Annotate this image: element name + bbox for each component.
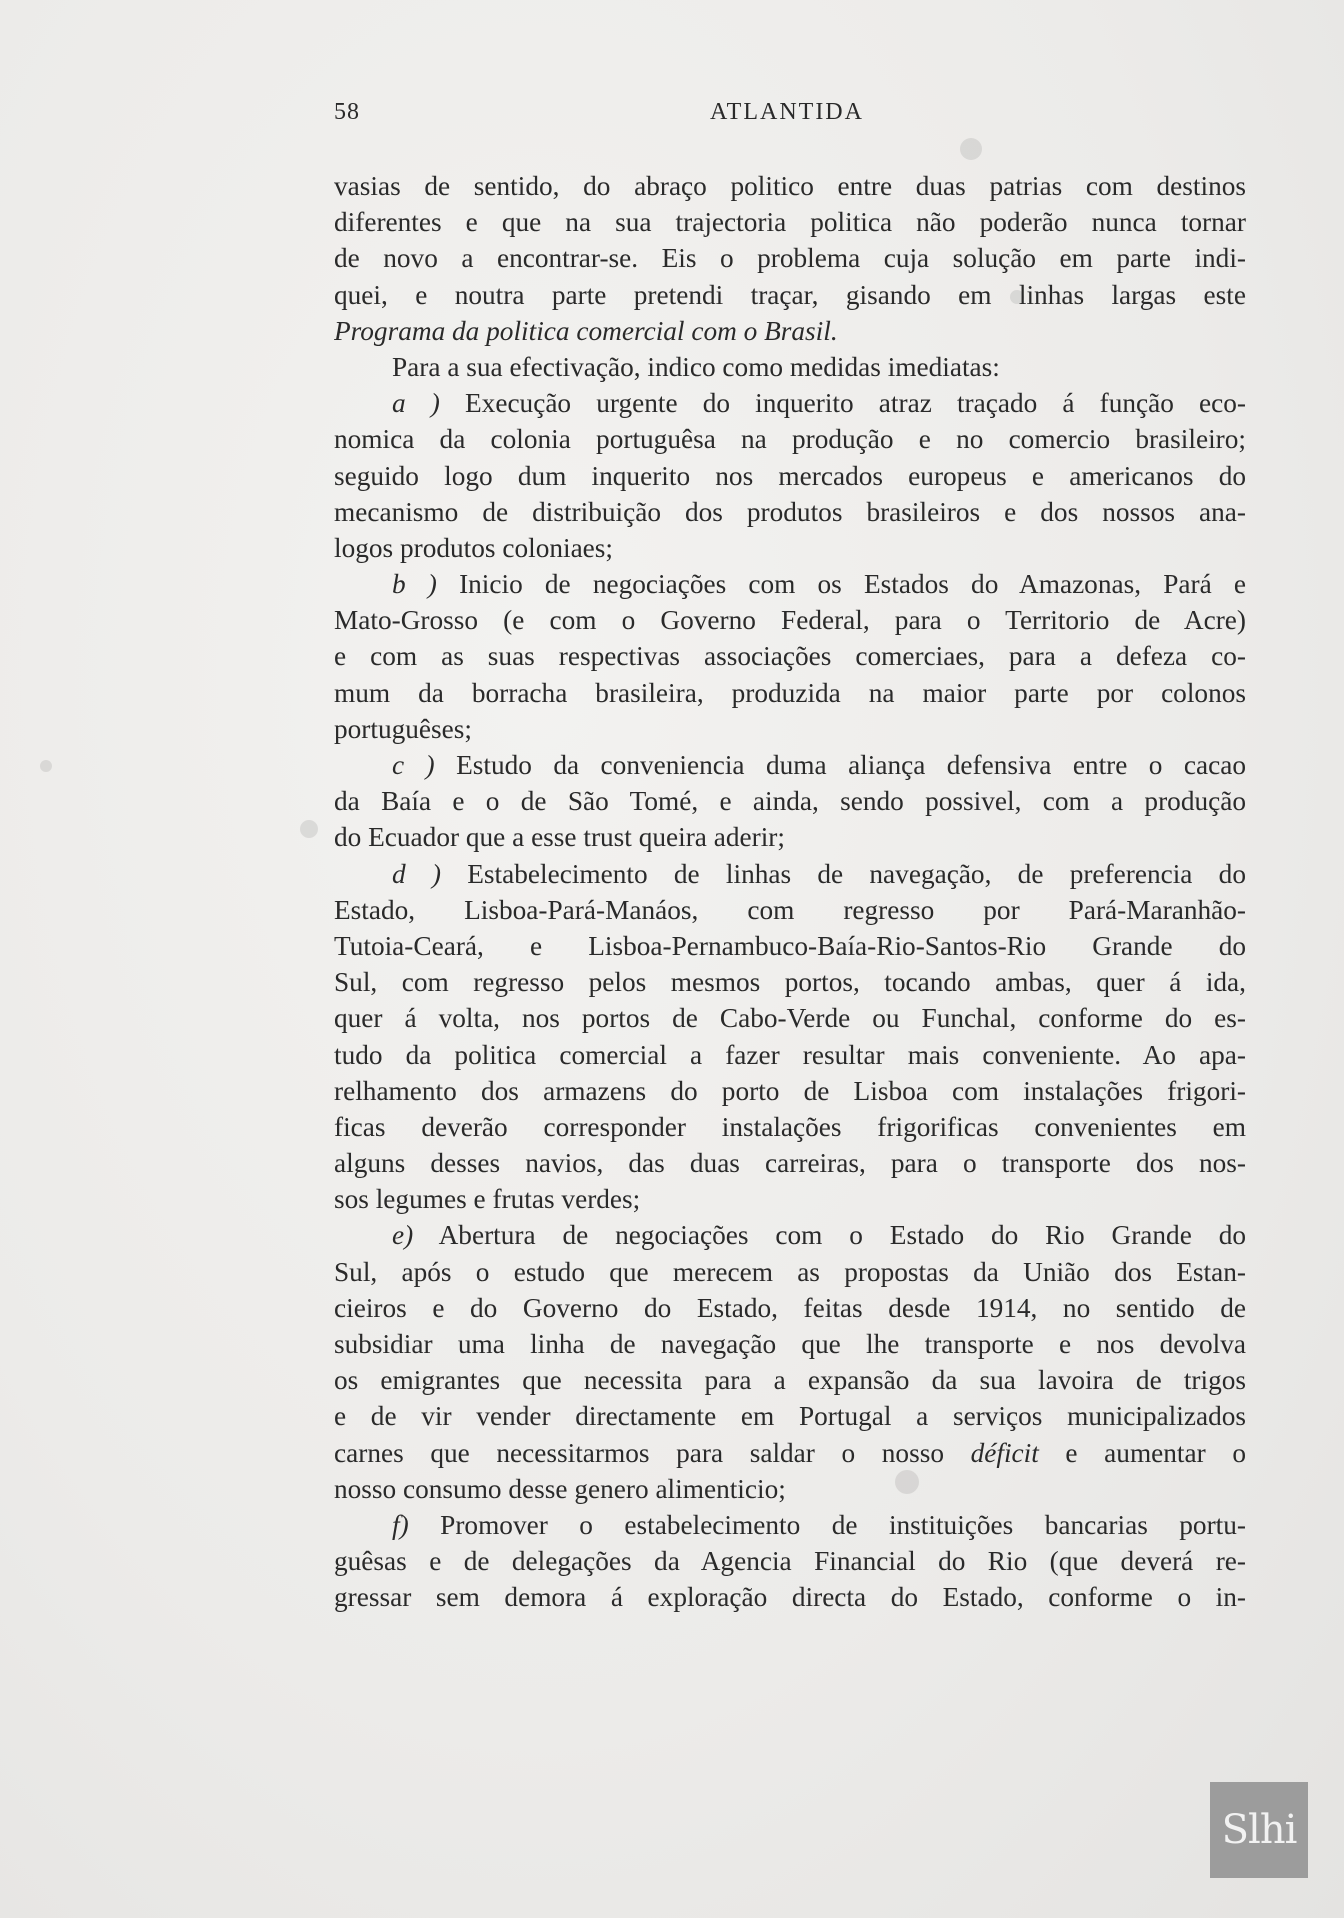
body-text — [334, 168, 1246, 1616]
text-line — [334, 747, 1246, 783]
text-segment: sos legumes e frutas verdes; — [334, 1184, 641, 1215]
page-number: 58 — [334, 99, 360, 125]
text-line — [334, 1543, 1246, 1579]
text-line — [334, 1217, 1246, 1253]
text-segment: nosso consumo desse genero alimenticio; — [334, 1473, 786, 1504]
text-segment: subsidiar uma linha de navegação que lhe transporte e nos devolva — [334, 1329, 1246, 1359]
text-segment: quer á volta, nos portos de Cabo-Verde ou Funchal, conforme do es- — [334, 1003, 1246, 1034]
text-segment: guêsas e de delegações da Agencia Financial do Rio (que deverá re- — [334, 1546, 1246, 1577]
text-line — [334, 1073, 1246, 1109]
italic-text: Programa da politica comercial com o Brasil. — [334, 315, 838, 346]
text-line — [334, 638, 1246, 674]
paper-speck — [300, 820, 318, 838]
text-segment: Estabelecimento de linhas de navegação, de preferencia do — [441, 858, 1246, 889]
text-line — [334, 1000, 1246, 1036]
text-line — [334, 1398, 1246, 1434]
italic-text: c ) — [392, 750, 435, 780]
text-segment: carnes que necessitarmos para saldar o nosso — [334, 1437, 971, 1468]
text-line — [334, 892, 1246, 928]
text-segment: Tutoia-Ceará, e Lisboa-Pernambuco-Baía-Rio-Santos-Rio Grande do — [334, 930, 1246, 961]
text-line — [334, 1471, 1246, 1507]
text-line — [334, 240, 1246, 276]
text-line — [334, 421, 1246, 457]
text-segment: Estado, Lisboa-Pará-Manáos, com regresso por Pará-Maranhão- — [334, 894, 1246, 925]
text-segment: Sul, após o estudo que merecem as propostas da União dos Estan- — [334, 1256, 1246, 1287]
text-line — [334, 928, 1246, 964]
paper-speck — [40, 760, 52, 772]
italic-text: déficit — [970, 1437, 1039, 1468]
text-segment: relhamento dos armazens do porto de Lisboa com instalações frigori- — [334, 1075, 1246, 1106]
paper-speck — [960, 138, 982, 160]
running-header — [334, 99, 1254, 133]
text-line — [334, 458, 1246, 494]
text-line — [334, 1507, 1246, 1543]
text-segment: Para a sua efectivação, indico como medidas imediatas: — [392, 351, 1000, 382]
text-segment: seguido logo dum inquerito nos mercados europeus e americanos do — [334, 460, 1246, 491]
text-line — [334, 1145, 1246, 1181]
text-segment: Promover o estabelecimento de instituições bancarias portu- — [408, 1509, 1246, 1540]
text-line — [334, 277, 1246, 313]
text-segment: mum da borracha brasileira, produzida na maior parte por colonos — [334, 677, 1246, 708]
italic-text: a ) — [392, 388, 440, 419]
text-segment: quei, e noutra parte pretendi traçar, gisando em linhas largas este — [334, 279, 1246, 310]
text-segment: tudo da politica comercial a fazer resultar mais conveniente. Ao apa- — [334, 1039, 1246, 1070]
text-line — [334, 602, 1246, 638]
text-line — [334, 168, 1246, 204]
italic-text: e) — [392, 1220, 414, 1251]
italic-text: b ) — [392, 569, 437, 600]
text-segment: ficas deverão corresponder instalações frigorificas convenientes em — [334, 1111, 1246, 1142]
text-line — [334, 1254, 1246, 1290]
text-line — [334, 349, 1246, 385]
text-segment: logos produtos coloniaes; — [334, 532, 614, 563]
text-segment: portuguêses; — [334, 713, 472, 744]
text-line — [334, 1109, 1246, 1145]
text-line — [334, 204, 1246, 240]
text-segment: vasias de sentido, do abraço politico entre duas patrias com destinos — [334, 171, 1246, 201]
text-line — [334, 566, 1246, 602]
library-watermark-logo — [1210, 1782, 1308, 1878]
text-segment: Mato-Grosso (e com o Governo Federal, para o Territorio de Acre) — [334, 605, 1246, 636]
text-segment: alguns desses navios, das duas carreiras, para o transporte dos nos- — [334, 1148, 1246, 1179]
text-segment: diferentes e que na sua trajectoria politica não poderão nunca tornar — [334, 207, 1246, 238]
text-line — [334, 1579, 1246, 1615]
text-segment: e aumentar o — [1038, 1437, 1246, 1468]
text-line — [334, 711, 1246, 747]
text-segment: da Baía e o de São Tomé, e ainda, sendo possivel, com a produção — [334, 786, 1246, 817]
text-line — [334, 856, 1246, 892]
text-segment: Estudo da conveniencia duma aliança defensiva entre o cacao — [434, 750, 1246, 780]
text-segment: Inicio de negociações com os Estados do Amazonas, Pará e — [436, 569, 1246, 600]
text-segment: do Ecuador que a esse trust queira aderir; — [334, 822, 785, 853]
text-segment: os emigrantes que necessita para a expansão da sua lavoira de trigos — [334, 1365, 1246, 1396]
text-line — [334, 1435, 1246, 1471]
text-line — [334, 494, 1246, 530]
text-line — [334, 964, 1246, 1000]
running-title: ATLANTIDA — [710, 99, 864, 125]
italic-text: f) — [392, 1509, 409, 1540]
text-segment: gressar sem demora á exploração directa do Estado, conforme o in- — [334, 1582, 1246, 1613]
text-line — [334, 819, 1246, 855]
text-line — [334, 1290, 1246, 1326]
text-segment: Sul, com regresso pelos mesmos portos, tocando ambas, quer á ida, — [334, 967, 1246, 998]
text-line — [334, 1181, 1246, 1217]
text-line — [334, 783, 1246, 819]
text-line — [334, 1037, 1246, 1073]
text-segment: e de vir vender directamente em Portugal a serviços municipalizados — [334, 1401, 1246, 1432]
text-segment: Abertura de negociações com o Estado do Rio Grande do — [413, 1220, 1246, 1251]
text-line — [334, 675, 1246, 711]
text-segment: de novo a encontrar-se. Eis o problema cuja solução em parte indi- — [334, 243, 1246, 274]
text-segment: e com as suas respectivas associações comerciaes, para a defeza co- — [334, 641, 1246, 672]
text-line — [334, 530, 1246, 566]
text-line — [334, 1326, 1246, 1362]
text-line — [334, 313, 1246, 349]
text-line — [334, 1362, 1246, 1398]
text-segment: Execução urgente do inquerito atraz traçado á função eco- — [439, 388, 1246, 419]
italic-text: d ) — [392, 858, 441, 889]
text-segment: cieiros e do Governo do Estado, feitas desde 1914, no sentido de — [334, 1292, 1246, 1323]
watermark-text: Slhi — [1221, 1807, 1297, 1853]
text-segment: mecanismo de distribuição dos produtos brasileiros e dos nossos ana- — [334, 496, 1246, 527]
text-line — [334, 385, 1246, 421]
text-segment: nomica da colonia portuguêsa na produção e no comercio brasileiro; — [334, 424, 1246, 455]
